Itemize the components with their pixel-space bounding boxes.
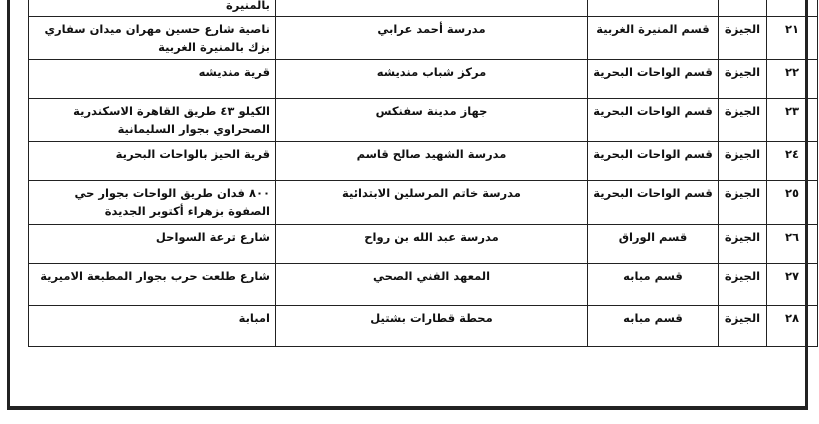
governorate-cell: الجيزة [719,306,767,347]
department-cell: قسم الواحات البحرية [588,99,719,142]
site-cell: مدرسة خاتم المرسلين الابتدائية [276,181,588,225]
governorate-cell: الجيزة [719,17,767,60]
row-number: ٢١ [767,17,818,60]
address-cell: امبابة [29,306,276,347]
governorate-cell: الجيزة [719,181,767,225]
table-row [29,142,818,181]
address-cell: شارع طلعت حرب بجوار المطبعة الاميرية [29,264,276,306]
department-cell: قسم الوراق [588,225,719,264]
table-row [29,0,818,17]
site-cell: جهاز مدينة سفنكس [276,99,588,142]
department-cell: قسم مبابه [588,306,719,347]
governorate-cell: الجيزة [719,225,767,264]
department-cell: قسم الواحات البحرية [588,60,719,99]
address-cell: الكيلو ٤٣ طريق القاهرة الاسكندرية الصحراوي بجوار السليمانية [29,99,276,142]
site-cell: مدرسة عبد الله بن رواح [276,225,588,264]
address-cell: ناصية شارع حسين مهران ميدان سفاري بزك بالمنيرة الغربية [29,17,276,60]
table-row [29,60,818,99]
site-cell: مركز شباب منديشه [276,60,588,99]
row-number: ٢٢ [767,60,818,99]
document-page [7,0,808,410]
address-cell: قرية الحيز بالواحات البحرية [29,142,276,181]
row-number: ٢٧ [767,264,818,306]
department-cell: قسم الواحات البحرية [588,181,719,225]
site-cell: محطة قطارات بشتيل [276,306,588,347]
department-cell: قسم المنيرة الغربية [588,17,719,60]
row-number: ٢٦ [767,225,818,264]
governorate-cell: الجيزة [719,142,767,181]
department-cell: قسم الواحات البحرية [588,142,719,181]
address-cell: بالمنيرة [29,0,276,17]
table-row [29,225,818,264]
governorate-cell: الجيزة [719,264,767,306]
row-number: ٢٥ [767,181,818,225]
row-number: ٢٨ [767,306,818,347]
table-row [29,181,818,225]
locations-table [28,0,818,347]
governorate-cell [719,0,767,17]
address-cell: شارع ترعة السواحل [29,225,276,264]
row-number: ٢٤ [767,142,818,181]
governorate-cell: الجيزة [719,60,767,99]
table-row [29,306,818,347]
governorate-cell: الجيزة [719,99,767,142]
site-cell: مدرسة الشهيد صالح قاسم [276,142,588,181]
row-number: ٢٣ [767,99,818,142]
table-row [29,264,818,306]
row-number [767,0,818,17]
table-row [29,99,818,142]
address-cell: ٨٠٠ فدان طريق الواحات بجوار حي الصفوة بزهراء أكتوبر الجديدة [29,181,276,225]
table-row [29,17,818,60]
department-cell: قسم مبابه [588,264,719,306]
address-cell: قرية منديشه [29,60,276,99]
site-cell: المعهد الفني الصحي [276,264,588,306]
site-cell [276,0,588,17]
department-cell [588,0,719,17]
site-cell: مدرسة أحمد عرابي [276,17,588,60]
